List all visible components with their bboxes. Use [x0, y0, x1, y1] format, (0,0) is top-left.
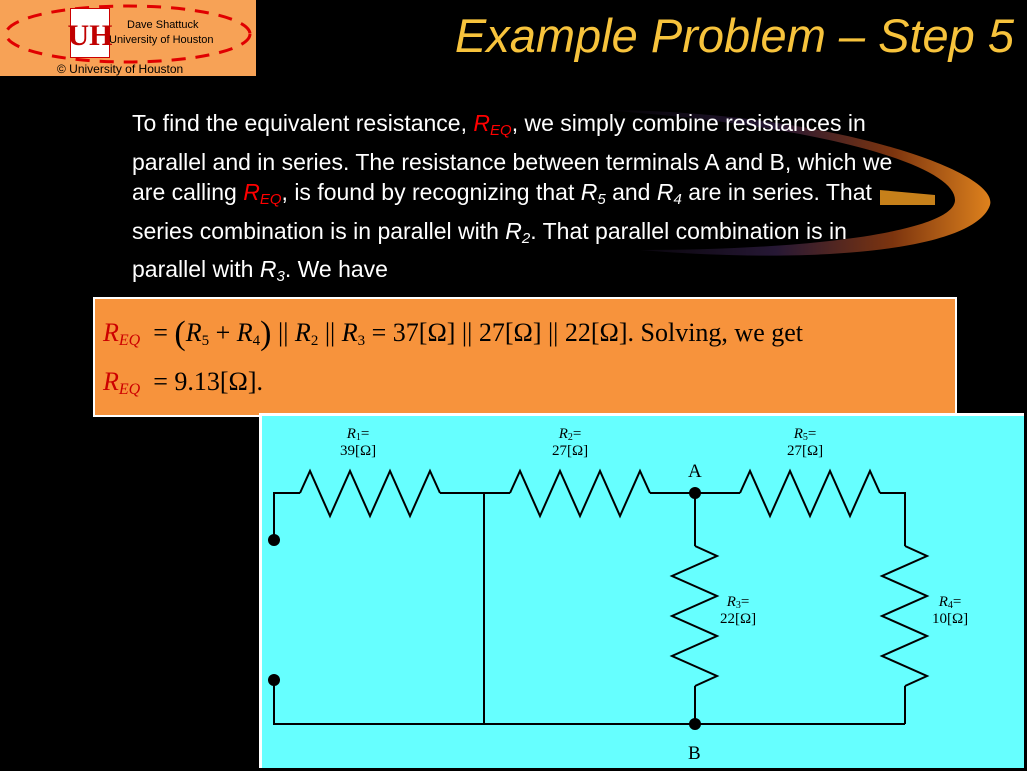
node-a-label: A — [688, 461, 702, 482]
text-segment: , is found by recognizing that — [281, 179, 581, 205]
logo-author: Dave Shattuck — [127, 19, 199, 31]
text-segment: , we simply combine resistances in parallel and in series. The resistance between terminals A and B, which we are calling — [132, 110, 893, 205]
text-segment: To find the equivalent resistance, — [132, 110, 474, 136]
symbol-r3: $R_3$ — [259, 256, 285, 285]
symbol-req: $R_{EQ}$ — [103, 367, 141, 398]
slide-title: Example Problem – Step 5 — [454, 9, 1014, 62]
equation-line-2-rhs: = 9.13[Ω]. — [153, 367, 264, 396]
equation-line-1-rhs: = 37[Ω] || 27[Ω] || 22[Ω]. Solving, we get — [371, 318, 804, 347]
circuit-schematic — [262, 416, 1027, 771]
explanation-text — [80, 108, 920, 293]
symbol-req: $R_{EQ}$ — [103, 318, 141, 349]
label-r2: $R_2=$ 27[Ω] — [552, 426, 589, 459]
text-segment: . That parallel combination is in parallel with — [132, 217, 847, 282]
node-b-label: B — [688, 743, 701, 764]
equation-line-1: $R_{EQ} = (R_5 + R_4)$ || $R_2$ || $R_3 = 37[\Omega]$ || 27[Ω] || 22[Ω]. Solving, we get — [103, 315, 804, 352]
text-segment: and — [605, 179, 657, 205]
label-r5: $R_5=$ 27[Ω] — [787, 426, 824, 459]
logo-university: University of Houston — [109, 34, 214, 46]
label-r3: $R_3=$ 22[Ω] — [720, 594, 757, 627]
symbol-r5: $R_5$ — [580, 179, 606, 208]
node-b-dot — [689, 718, 701, 730]
terminal-left-top — [268, 534, 280, 546]
equation-box — [93, 297, 957, 417]
symbol-req: $R_{EQ}$ — [473, 110, 512, 139]
text-segment: are in series. That series combination is in parallel with — [132, 179, 872, 244]
resistor-r5 — [740, 471, 880, 516]
label-r4: $R_4=$ 10[Ω] — [932, 594, 969, 627]
symbol-r4: $R_4$ — [656, 179, 682, 208]
logo-copyright: © University of Houston — [57, 62, 184, 76]
text-segment: . We have — [284, 256, 388, 282]
resistor-r1 — [300, 471, 440, 516]
wire-r5-r4 — [880, 493, 905, 546]
wire-left-top — [274, 493, 300, 540]
wire-bottom — [274, 680, 905, 724]
symbol-req: $R_{EQ}$ — [243, 179, 282, 208]
circuit-diagram — [259, 413, 1024, 768]
resistor-r2 — [510, 471, 650, 516]
symbol-r2: $R_2$ — [505, 217, 531, 247]
equation-line-2 — [103, 367, 263, 399]
svg-text:UH: UH — [67, 19, 113, 52]
node-a-dot — [689, 487, 701, 499]
resistor-r3 — [672, 546, 717, 686]
resistor-r4 — [882, 546, 927, 686]
terminal-left-bottom — [268, 674, 280, 686]
label-r1: $R_1=$ 39[Ω] — [340, 426, 377, 459]
